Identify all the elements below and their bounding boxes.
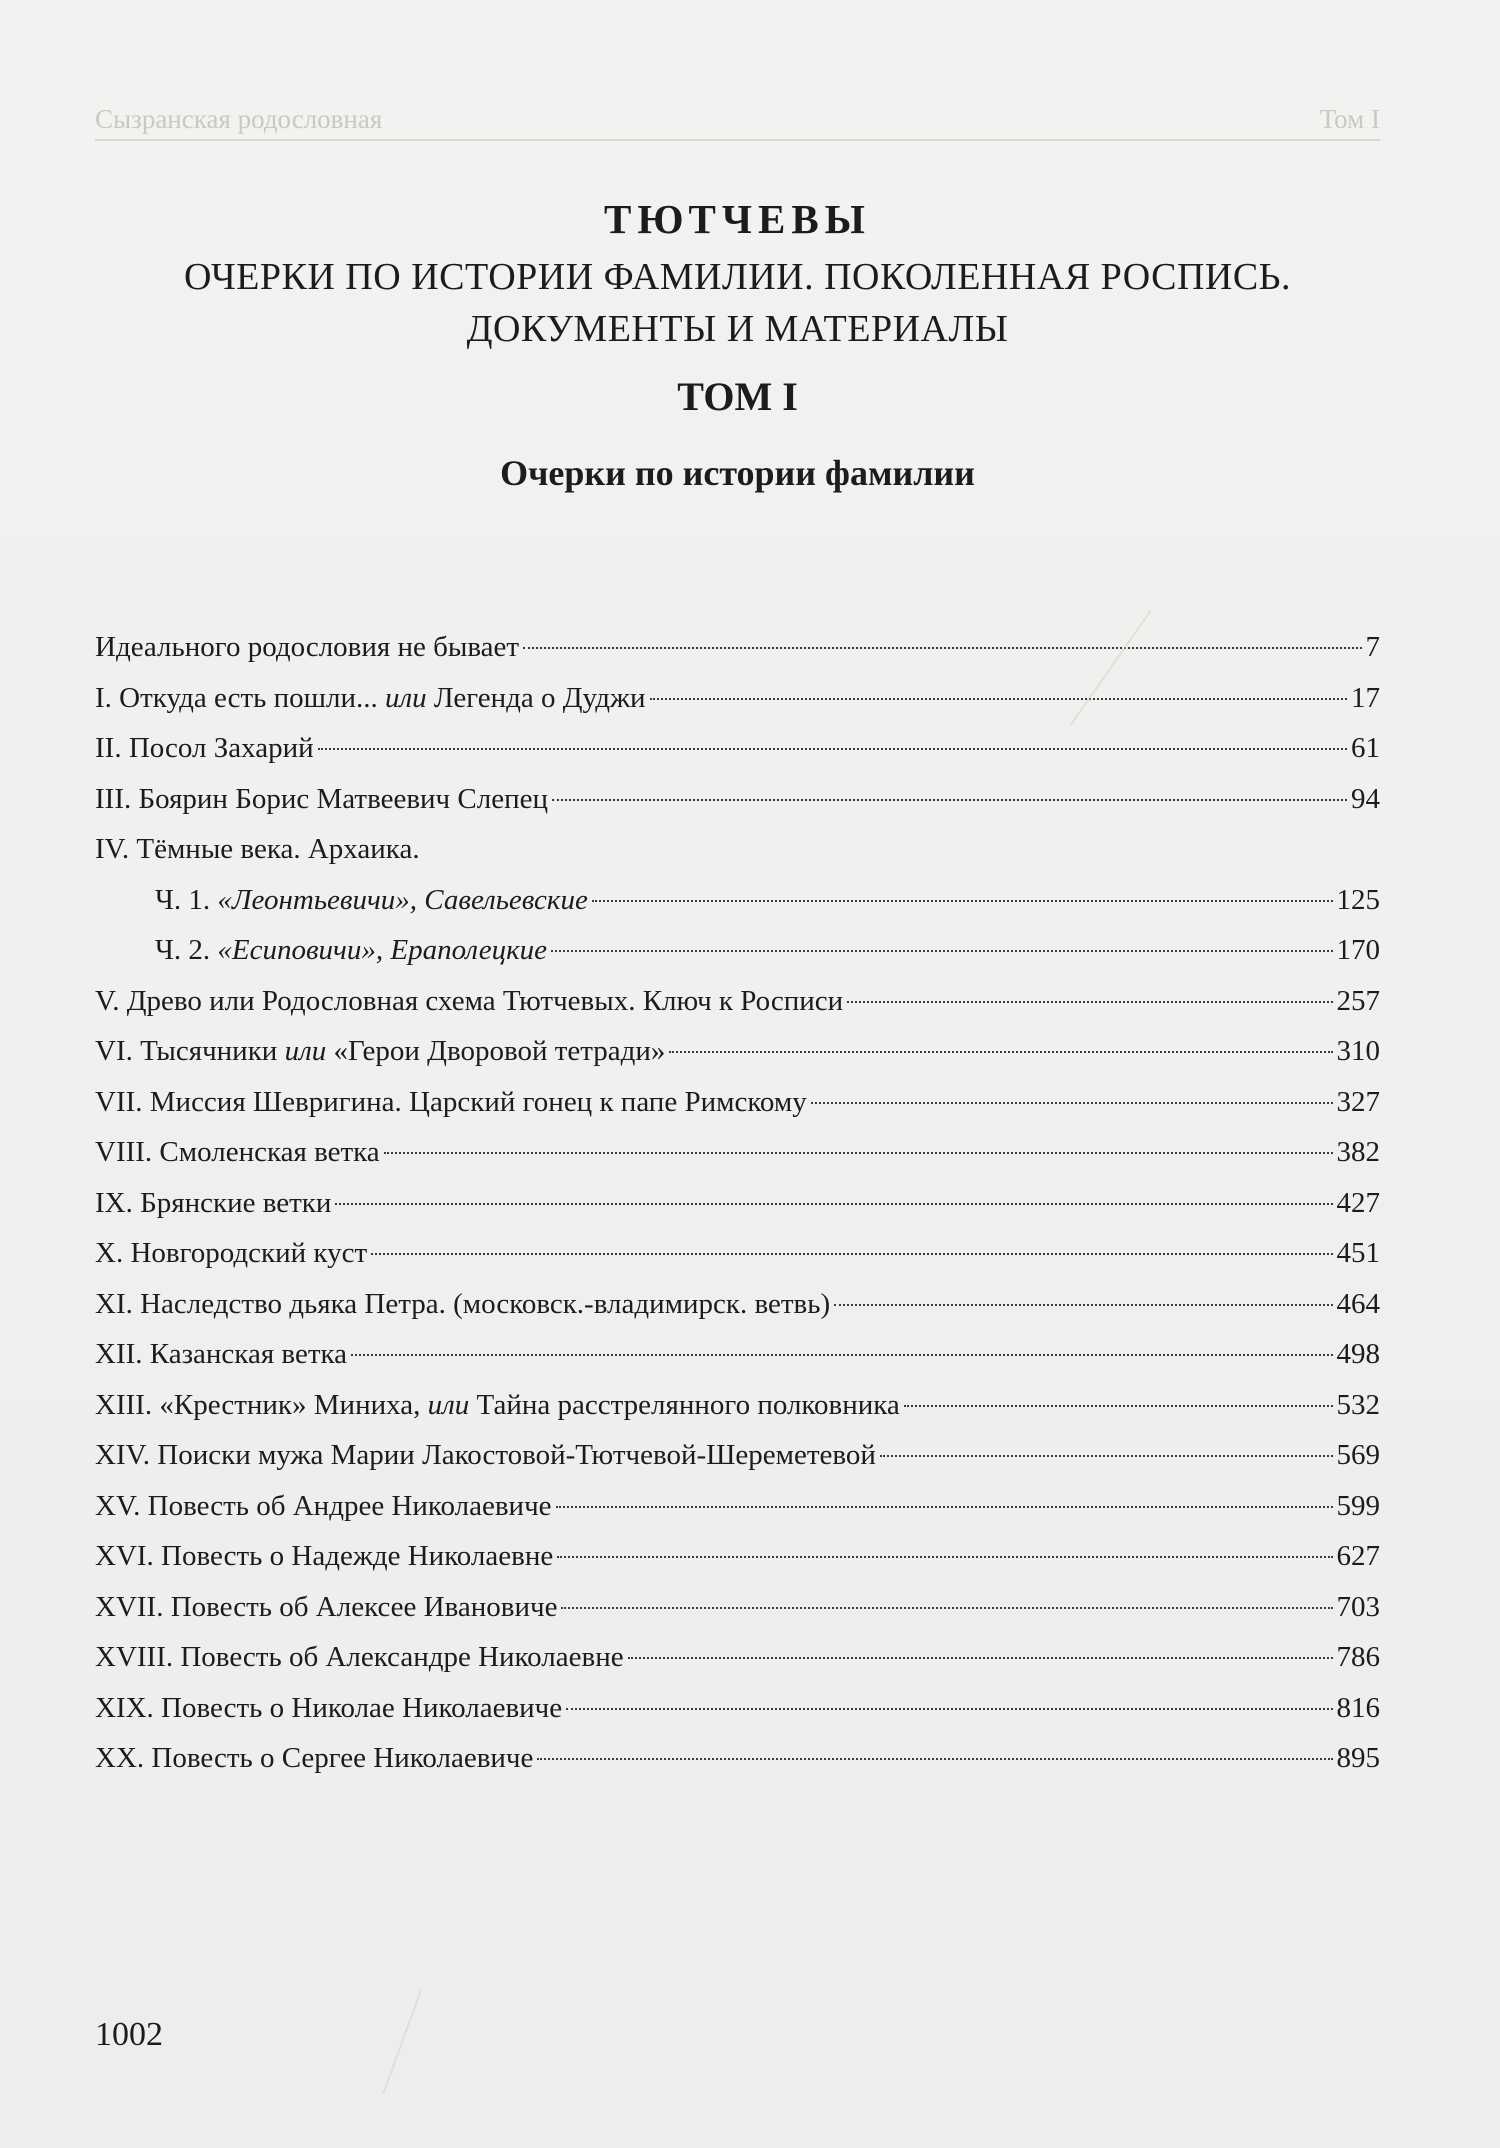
header-block [95, 195, 1380, 497]
toc-entry-title-text: XI. Наследство дьяка Петра. (московск.-владимирск. ветвь) [95, 1287, 831, 1320]
dot-leader [537, 1758, 1332, 1760]
toc-entry-page-number: 94 [1351, 782, 1380, 815]
volume-heading: ТОМ I [677, 374, 798, 419]
running-head [95, 104, 1380, 141]
toc-entry-title [95, 723, 314, 773]
toc-entry[interactable] [95, 1430, 1380, 1481]
toc-entry[interactable] [95, 976, 1380, 1027]
toc-entry-title-text: VII. Миссия Шевригина. Царский гонец к папе Римскому [95, 1085, 807, 1118]
toc-entry[interactable] [95, 1733, 1380, 1784]
dot-leader [566, 1708, 1332, 1710]
toc-entry-page-number: 427 [1336, 1186, 1380, 1219]
toc-entry-title-text: XIII. «Крестник» Миниха, [95, 1388, 428, 1421]
dot-leader [551, 950, 1332, 952]
toc-entry-title-text: V. Древо или Родословная схема Тютчевых. Ключ к Росписи [95, 984, 844, 1017]
toc-entry-title [95, 622, 519, 672]
dot-leader [561, 1607, 1332, 1609]
dot-leader [384, 1152, 1333, 1154]
dot-leader [628, 1657, 1333, 1659]
toc-entry-title [95, 1077, 807, 1127]
toc-entry-title [95, 1430, 876, 1480]
toc-entry-title-italic: или [427, 1388, 470, 1421]
dot-leader [523, 647, 1361, 649]
dot-leader [371, 1253, 1332, 1255]
toc-entry-title-text: Ч. 2. [155, 934, 218, 966]
toc-entry-page-number: 61 [1351, 732, 1380, 764]
toc-entry-title [155, 875, 588, 925]
toc-entry-title-text: XV. Повесть об Андрее Николаевиче [95, 1489, 552, 1522]
dot-leader [351, 1354, 1332, 1356]
toc-entry-title-text: IV. Тёмные века. Архаика. [95, 833, 420, 865]
toc-entry[interactable] [95, 1683, 1380, 1734]
toc-entry-title-text: XIX. Повесть о Николае Николаевиче [95, 1691, 563, 1724]
toc-entry-page-number: 703 [1336, 1590, 1380, 1623]
toc-entry-title-italic: или [284, 1035, 327, 1067]
toc-entry-page-number: 170 [1336, 934, 1380, 966]
toc-entry-page-number: 786 [1336, 1641, 1380, 1673]
toc-entry-title-text: Идеального родословия не бывает [95, 631, 520, 663]
toc-entry-page-number: 532 [1336, 1388, 1380, 1421]
toc-entry-title-text: Тайна расстрелянного полковника [469, 1388, 900, 1421]
toc-entry-title [95, 1127, 380, 1177]
toc-entry-page-number: 310 [1336, 1035, 1380, 1067]
toc-entry-title [95, 976, 843, 1026]
toc-entry[interactable] [95, 774, 1380, 825]
toc-entry[interactable] [95, 1228, 1380, 1279]
toc-entry-title [95, 1531, 553, 1581]
toc-entry-title [95, 824, 420, 874]
toc-entry-title-text: XIV. Поиски мужа Марии Лакостовой-Тютчевой-Шереметевой [95, 1439, 876, 1471]
toc-entry-title-text: XVIII. Повесть об Александре Николаевне [95, 1641, 624, 1673]
toc-entry-title-text: XVI. Повесть о Надежде Николаевне [95, 1540, 554, 1572]
toc-entry-page-number: 17 [1351, 681, 1380, 714]
dot-leader [557, 1556, 1332, 1558]
toc-entry-page-number: 382 [1336, 1136, 1380, 1168]
toc-entry[interactable] [95, 824, 1380, 875]
book-subtitle-line-1: ОЧЕРКИ ПО ИСТОРИИ ФАМИЛИИ. ПОКОЛЕННАЯ РОСПИСЬ. [183, 256, 1292, 298]
toc-entry-page-number: 599 [1336, 1489, 1380, 1522]
toc-entry-title-text: I. Откуда есть пошли... [95, 681, 385, 714]
toc-entry-page-number: 464 [1336, 1287, 1380, 1320]
toc-entry-title-text: XVII. Повесть об Алексее Ивановиче [95, 1590, 558, 1623]
section-heading: Очерки по истории фамилии [500, 453, 975, 493]
toc-entry-title [155, 925, 547, 975]
dot-leader [834, 1304, 1332, 1306]
toc-entry[interactable] [95, 1582, 1380, 1633]
toc-entry-page-number: 7 [1365, 631, 1380, 663]
dot-leader [847, 1001, 1332, 1003]
toc-entry-title-text: VIII. Смоленская ветка [95, 1136, 380, 1168]
toc-entry-page-number: 125 [1336, 883, 1380, 916]
toc-entry[interactable] [95, 1481, 1380, 1532]
toc-entry[interactable] [95, 1127, 1380, 1178]
toc-entry-page-number: 816 [1336, 1691, 1380, 1724]
toc-entry-title [95, 1733, 533, 1783]
page-number: 1002 [95, 2016, 163, 2053]
toc-entry-title-italic: «Леонтьевичи», Савельевские [217, 883, 588, 916]
dot-leader [811, 1102, 1333, 1104]
toc-entry-title [95, 1178, 331, 1228]
toc-entry[interactable] [95, 1329, 1380, 1380]
book-subtitle-line-2: ДОКУМЕНТЫ И МАТЕРИАЛЫ [466, 308, 1009, 350]
toc-entry-page-number: 627 [1336, 1540, 1380, 1572]
toc-entry[interactable] [95, 723, 1380, 774]
toc-entry-title [95, 1481, 552, 1531]
toc-entry-title-text: Ч. 1. [155, 883, 218, 916]
dot-leader [556, 1506, 1333, 1508]
toc-entry-title [95, 1582, 557, 1632]
toc-entry-title [95, 1026, 665, 1076]
toc-entry-title [95, 1279, 830, 1329]
toc-entry[interactable] [95, 1279, 1380, 1330]
toc-entry-page-number: 451 [1336, 1237, 1380, 1269]
toc-entry-title-italic: «Есиповичи», Ераполецкие [217, 934, 548, 966]
dot-leader [880, 1455, 1333, 1457]
toc-entry-title-text: XII. Казанская ветка [95, 1338, 348, 1370]
toc-entry-title [95, 1632, 624, 1682]
toc-entry-title [95, 1380, 900, 1430]
toc-entry-title [95, 673, 646, 723]
toc-entry-title [95, 1683, 562, 1733]
dot-leader [318, 748, 1347, 750]
dot-leader [669, 1051, 1332, 1053]
toc-entry-title-italic: или [384, 681, 427, 714]
toc-entry-title-text: XX. Повесть о Сергее Николаевиче [95, 1742, 534, 1774]
running-head-left: Сызранская родословная [95, 104, 383, 134]
toc-entry-page-number: 257 [1336, 984, 1380, 1017]
toc-entry[interactable] [95, 1077, 1380, 1128]
toc-entry-title-text: X. Новгородский куст [95, 1237, 368, 1269]
toc-entry-title-text: IX. Брянские ветки [95, 1186, 332, 1219]
toc-entry[interactable] [95, 1026, 1380, 1077]
toc-entry-page-number: 498 [1336, 1338, 1380, 1370]
paper-scratch-mark [382, 1990, 422, 2094]
toc-entry[interactable] [95, 1531, 1380, 1582]
toc-entry[interactable] [95, 1178, 1380, 1229]
book-title: ТЮТЧЕВЫ [604, 196, 871, 242]
toc-entry[interactable] [95, 925, 1380, 976]
dot-leader [650, 698, 1347, 700]
toc-entry-title-text: III. Боярин Борис Матвеевич Слепец [95, 782, 548, 815]
toc-entry-page-number: 895 [1336, 1742, 1380, 1774]
toc-entry[interactable] [95, 1380, 1380, 1431]
table-of-contents [95, 622, 1380, 1784]
toc-entry[interactable] [95, 875, 1380, 926]
running-head-right: Том I [1319, 104, 1380, 134]
dot-leader [904, 1405, 1333, 1407]
toc-entry-title [95, 1329, 347, 1379]
toc-entry-page-number: 327 [1336, 1085, 1380, 1118]
toc-entry-page-number: 569 [1336, 1439, 1380, 1471]
toc-entry-title-text: Легенда о Дуджи [426, 681, 646, 714]
dot-leader [552, 799, 1347, 801]
dot-leader [335, 1203, 1332, 1205]
toc-entry-title [95, 1228, 367, 1278]
dot-leader [592, 900, 1333, 902]
toc-entry[interactable] [95, 673, 1380, 724]
toc-entry-title-text: II. Посол Захарий [95, 732, 314, 764]
toc-entry-title [95, 774, 548, 824]
toc-entry-title-text: VI. Тысячники [95, 1035, 285, 1067]
toc-entry[interactable] [95, 1632, 1380, 1683]
toc-entry[interactable] [95, 622, 1380, 673]
toc-entry-title-text: «Герои Дворовой тетради» [326, 1035, 666, 1067]
